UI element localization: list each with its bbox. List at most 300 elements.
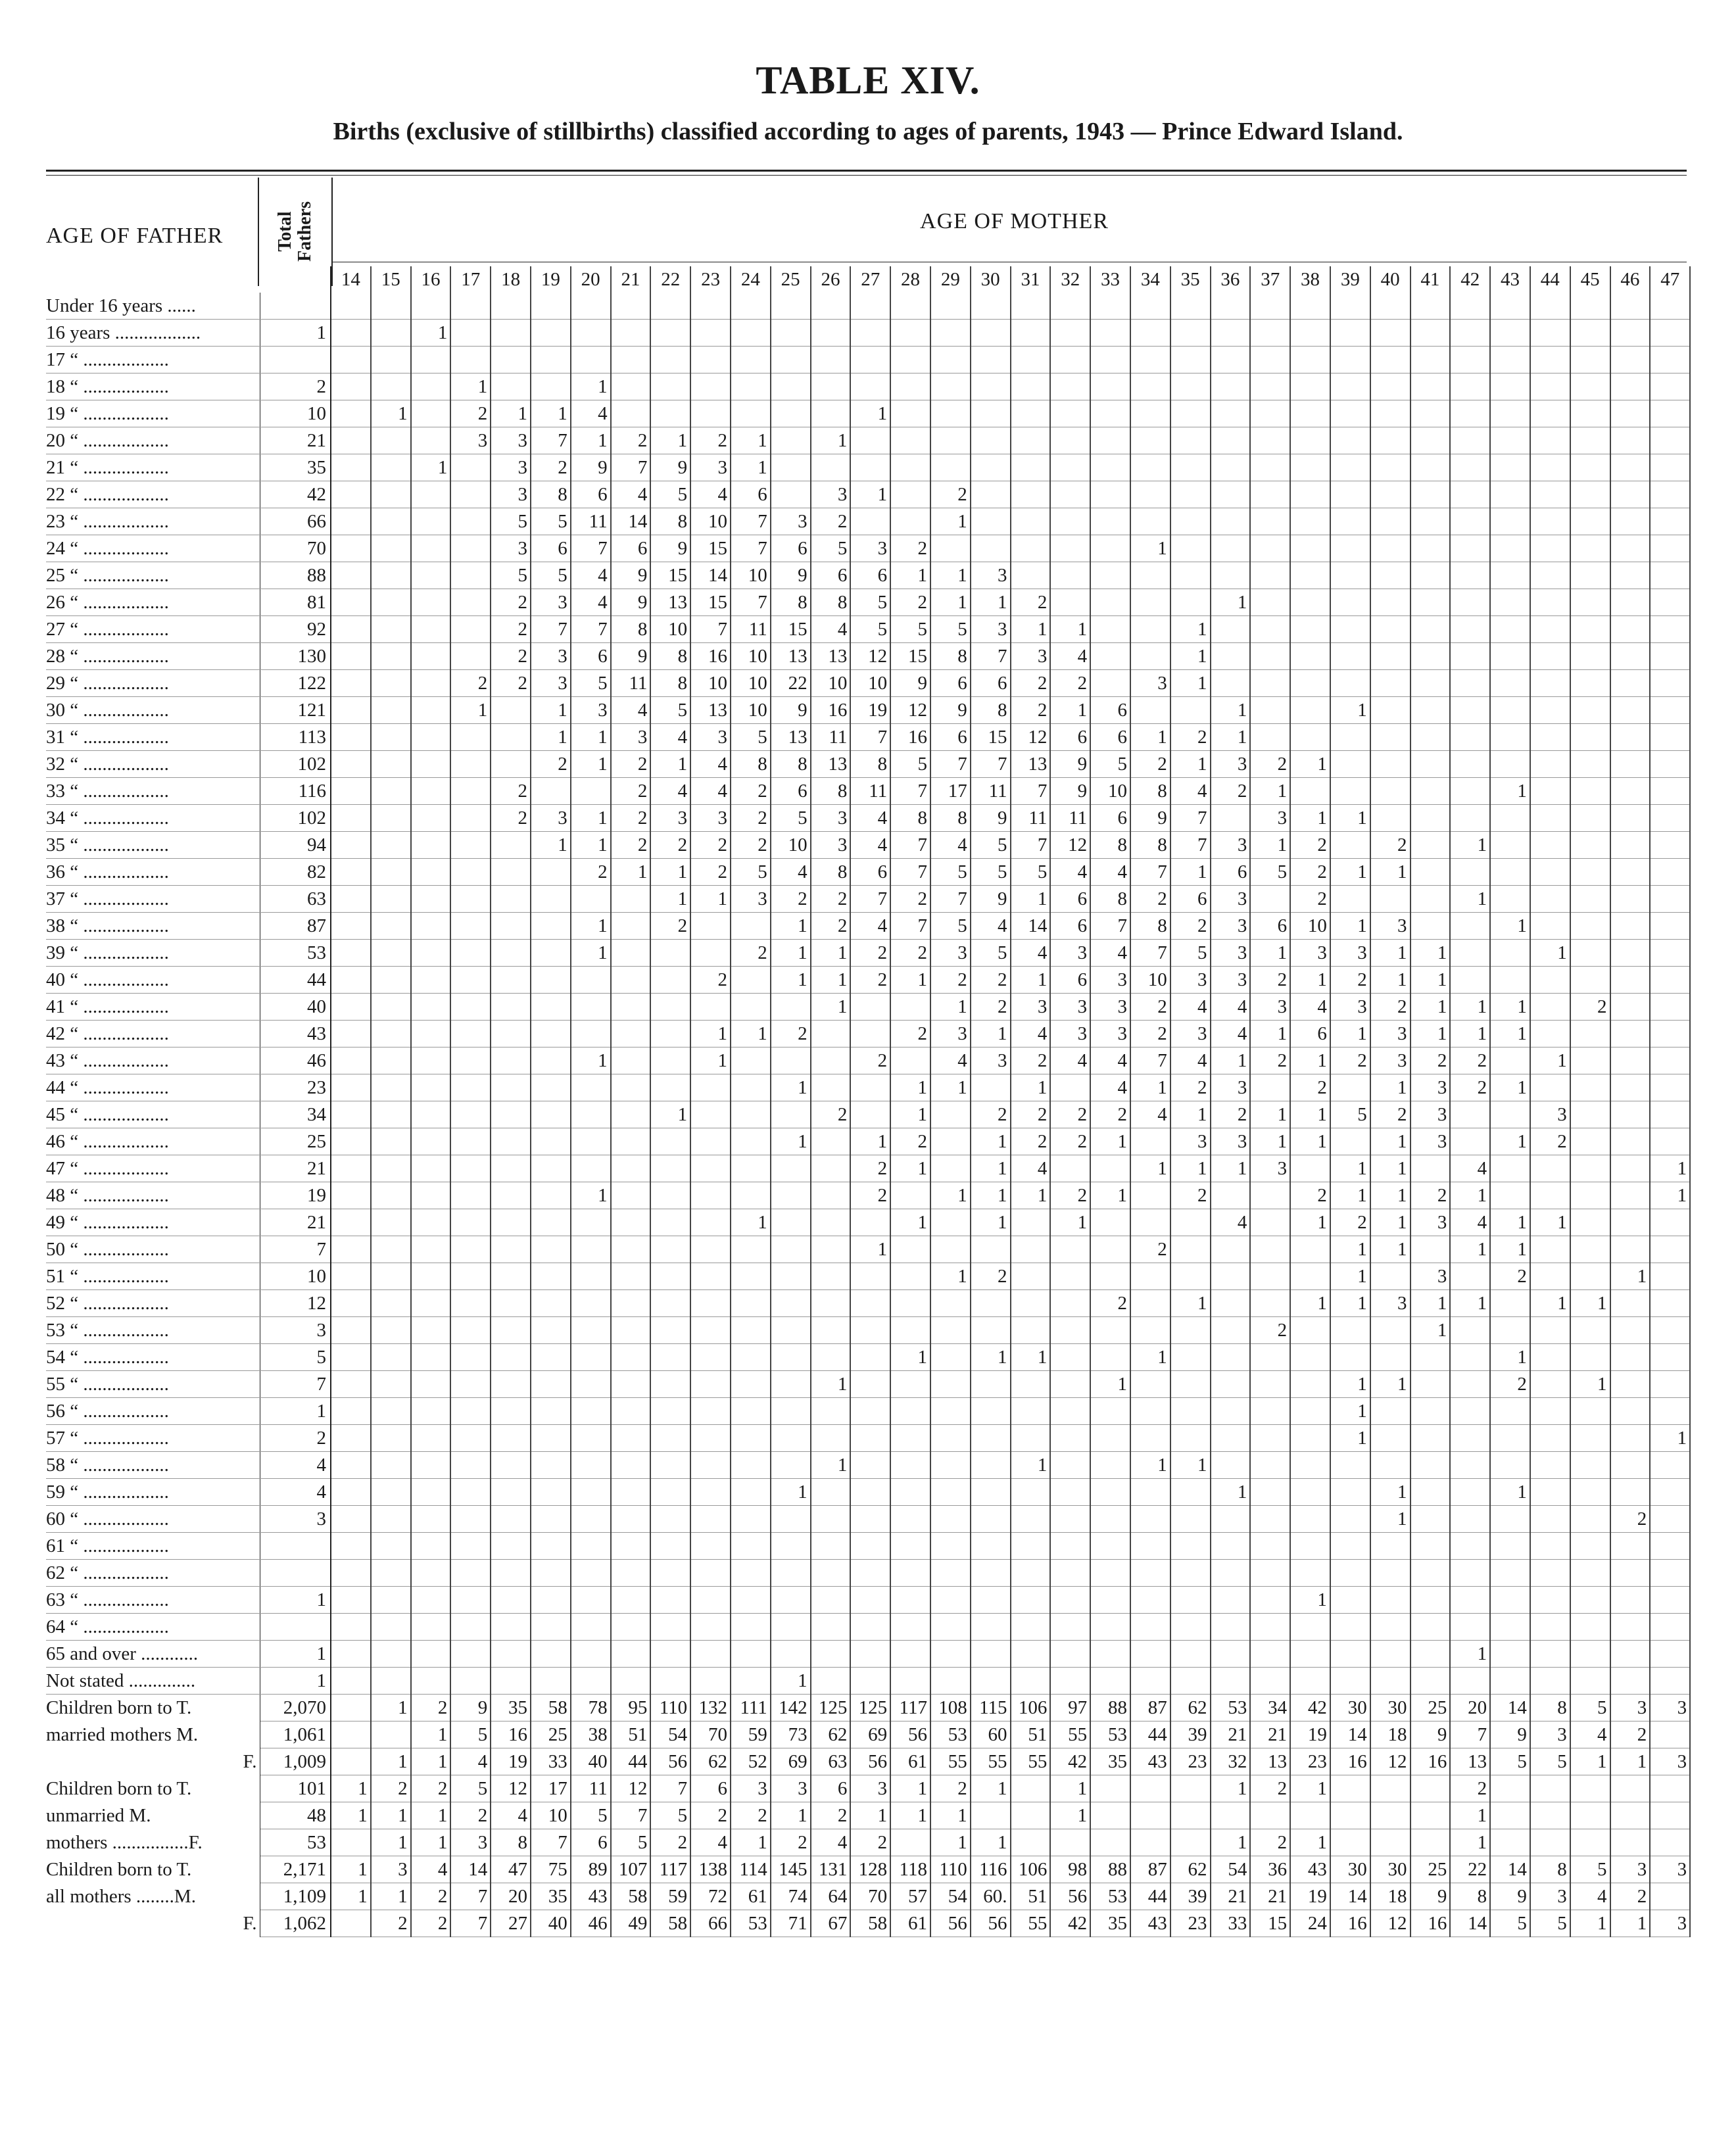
cell-mother-14: 1 [331, 1856, 371, 1883]
cell-mother-44 [1530, 751, 1570, 778]
row-label: 36 “ .................. [46, 861, 169, 882]
total-fathers-cell [260, 1560, 331, 1587]
row-label: 57 “ .................. [46, 1428, 169, 1449]
cell-mother-38 [1290, 400, 1330, 427]
cell-mother-43 [1490, 373, 1530, 400]
cell-mother-21: 9 [611, 562, 651, 589]
cell-mother-30: 8 [971, 697, 1011, 724]
cell-mother-32: 12 [1050, 832, 1090, 859]
cell-mother-18 [491, 1236, 531, 1263]
cell-mother-46 [1610, 481, 1651, 508]
cell-mother-47 [1650, 347, 1690, 373]
cell-mother-43: 1 [1490, 994, 1530, 1021]
summary-row [46, 1775, 1690, 1802]
cell-mother-15 [371, 1021, 411, 1047]
cell-mother-27: 6 [850, 562, 890, 589]
cell-mother-26: 16 [811, 697, 851, 724]
cell-mother-28: 15 [890, 643, 930, 670]
cell-mother-24 [731, 1047, 771, 1074]
cell-mother-25 [771, 1587, 811, 1614]
cell-mother-30: 2 [971, 1263, 1011, 1290]
cell-mother-26 [811, 1344, 851, 1371]
total-fathers-cell: 2,171 [260, 1856, 331, 1883]
cell-mother-35 [1170, 562, 1211, 589]
cell-mother-20 [571, 1101, 611, 1128]
row-label: 58 “ .................. [46, 1455, 169, 1476]
cell-mother-31 [1011, 1641, 1051, 1668]
cell-mother-47 [1650, 1344, 1690, 1371]
cell-mother-40: 1 [1370, 1128, 1410, 1155]
cell-mother-21: 2 [611, 778, 651, 805]
cell-mother-16 [411, 1371, 451, 1398]
cell-mother-29 [930, 293, 971, 320]
cell-mother-33: 2 [1090, 1290, 1130, 1317]
cell-mother-33: 1 [1090, 1371, 1130, 1398]
cell-mother-45: 5 [1570, 1695, 1610, 1722]
cell-mother-21 [611, 1533, 651, 1560]
cell-mother-33 [1090, 1668, 1130, 1695]
cell-mother-37 [1250, 1263, 1290, 1290]
cell-mother-24 [731, 1560, 771, 1587]
cell-mother-30: 5 [971, 940, 1011, 967]
cell-mother-33: 3 [1090, 967, 1130, 994]
cell-mother-42 [1450, 1452, 1490, 1479]
cell-mother-34: 8 [1130, 913, 1170, 940]
cell-mother-21: 2 [611, 751, 651, 778]
cell-mother-35 [1170, 1209, 1211, 1236]
cell-mother-25: 8 [771, 589, 811, 616]
cell-mother-39: 1 [1330, 913, 1370, 940]
cell-mother-18 [491, 1155, 531, 1182]
cell-mother-38: 1 [1290, 1775, 1330, 1802]
cell-mother-35 [1170, 535, 1211, 562]
total-fathers-cell: 1 [260, 1398, 331, 1425]
cell-mother-15 [371, 616, 411, 643]
cell-mother-32: 6 [1050, 886, 1090, 913]
cell-mother-29: 1 [930, 994, 971, 1021]
cell-mother-36: 32 [1211, 1748, 1251, 1775]
cell-mother-26: 1 [811, 940, 851, 967]
cell-mother-18 [491, 1560, 531, 1587]
cell-mother-41: 1 [1410, 1317, 1451, 1344]
cell-mother-47 [1650, 1128, 1690, 1155]
cell-mother-47 [1650, 1101, 1690, 1128]
cell-mother-25: 1 [771, 1668, 811, 1695]
cell-mother-14 [331, 859, 371, 886]
cell-mother-31: 1 [1011, 616, 1051, 643]
cell-mother-26 [811, 1506, 851, 1533]
cell-mother-27 [850, 994, 890, 1021]
cell-mother-26: 3 [811, 805, 851, 832]
cell-mother-21 [611, 347, 651, 373]
cell-mother-47 [1650, 1317, 1690, 1344]
cell-mother-16: 1 [411, 1722, 451, 1748]
cell-mother-30: 2 [971, 994, 1011, 1021]
father-age-row [46, 427, 1690, 454]
cell-mother-44 [1530, 697, 1570, 724]
cell-mother-17 [450, 1479, 491, 1506]
cell-mother-33 [1090, 643, 1130, 670]
cell-mother-14 [331, 886, 371, 913]
cell-mother-39 [1330, 1344, 1370, 1371]
cell-mother-33 [1090, 1479, 1130, 1506]
cell-mother-36 [1211, 347, 1251, 373]
cell-mother-25 [771, 293, 811, 320]
cell-mother-43: 1 [1490, 1236, 1530, 1263]
cell-mother-18 [491, 1506, 531, 1533]
cell-mother-39 [1330, 1668, 1370, 1695]
cell-mother-22: 1 [650, 859, 690, 886]
cell-mother-25: 69 [771, 1748, 811, 1775]
cell-mother-45 [1570, 1155, 1610, 1182]
cell-mother-39 [1330, 1829, 1370, 1856]
cell-mother-20 [571, 1344, 611, 1371]
cell-mother-39 [1330, 508, 1370, 535]
cell-mother-14 [331, 320, 371, 347]
cell-mother-28 [890, 293, 930, 320]
cell-mother-26 [811, 1398, 851, 1425]
cell-mother-33 [1090, 1802, 1130, 1829]
cell-mother-28: 2 [890, 589, 930, 616]
cell-mother-42 [1450, 670, 1490, 697]
cell-mother-44: 8 [1530, 1856, 1570, 1883]
cell-mother-16 [411, 1452, 451, 1479]
cell-mother-14 [331, 670, 371, 697]
cell-mother-20 [571, 1614, 611, 1641]
cell-mother-30 [971, 481, 1011, 508]
cell-mother-16 [411, 400, 451, 427]
cell-mother-26 [811, 1479, 851, 1506]
cell-mother-27: 1 [850, 481, 890, 508]
cell-mother-27: 7 [850, 886, 890, 913]
cell-mother-26: 13 [811, 751, 851, 778]
cell-mother-23 [690, 1290, 731, 1317]
cell-mother-29 [930, 454, 971, 481]
cell-mother-23 [690, 1317, 731, 1344]
cell-mother-28: 8 [890, 805, 930, 832]
total-fathers-cell: 113 [260, 724, 331, 751]
cell-mother-46 [1610, 778, 1651, 805]
cell-mother-42 [1450, 481, 1490, 508]
cell-mother-25: 13 [771, 643, 811, 670]
cell-mother-27 [850, 1398, 890, 1425]
cell-mother-17: 7 [450, 1883, 491, 1910]
total-fathers-cell: 2 [260, 1425, 331, 1452]
cell-mother-32: 1 [1050, 1802, 1090, 1829]
cell-mother-44 [1530, 967, 1570, 994]
cell-mother-47 [1650, 1775, 1690, 1802]
cell-mother-33: 10 [1090, 778, 1130, 805]
cell-mother-36: 2 [1211, 778, 1251, 805]
cell-mother-29: 1 [930, 1182, 971, 1209]
cell-mother-29 [930, 1560, 971, 1587]
cell-mother-37: 1 [1250, 1101, 1290, 1128]
cell-mother-27: 1 [850, 1128, 890, 1155]
total-fathers-cell: 2,070 [260, 1695, 331, 1722]
cell-mother-22: 1 [650, 1101, 690, 1128]
cell-mother-41 [1410, 1668, 1451, 1695]
row-label: 50 “ .................. [46, 1239, 169, 1260]
cell-mother-33: 8 [1090, 886, 1130, 913]
cell-mother-24 [731, 1533, 771, 1560]
cell-mother-23: 14 [690, 562, 731, 589]
cell-mother-15 [371, 508, 411, 535]
cell-mother-35: 5 [1170, 940, 1211, 967]
cell-mother-29: 3 [930, 1021, 971, 1047]
cell-mother-16 [411, 778, 451, 805]
cell-mother-14 [331, 1371, 371, 1398]
cell-mother-33: 8 [1090, 832, 1130, 859]
cell-mother-14 [331, 805, 371, 832]
cell-mother-21: 9 [611, 589, 651, 616]
cell-mother-15 [371, 994, 411, 1021]
cell-mother-37 [1250, 1587, 1290, 1614]
cell-mother-33 [1090, 1317, 1130, 1344]
cell-mother-29: 56 [930, 1910, 971, 1937]
cell-mother-19 [531, 1668, 571, 1695]
cell-mother-34 [1130, 697, 1170, 724]
cell-mother-24: 6 [731, 481, 771, 508]
cell-mother-38 [1290, 1344, 1330, 1371]
cell-mother-32: 9 [1050, 778, 1090, 805]
cell-mother-45 [1570, 697, 1610, 724]
cell-mother-28: 57 [890, 1883, 930, 1910]
cell-mother-45 [1570, 1128, 1610, 1155]
cell-mother-14 [331, 1425, 371, 1452]
cell-mother-14 [331, 1587, 371, 1614]
total-fathers-cell: 92 [260, 616, 331, 643]
cell-mother-44 [1530, 589, 1570, 616]
cell-mother-15 [371, 1236, 411, 1263]
births-table [46, 266, 1691, 1937]
cell-mother-18: 2 [491, 616, 531, 643]
cell-mother-25: 2 [771, 1829, 811, 1856]
cell-mother-34 [1130, 1209, 1170, 1236]
cell-mother-44 [1530, 616, 1570, 643]
cell-mother-33 [1090, 535, 1130, 562]
cell-mother-37 [1250, 1506, 1290, 1533]
summary-row [46, 1722, 1690, 1748]
cell-mother-46 [1610, 427, 1651, 454]
cell-mother-28: 2 [890, 1128, 930, 1155]
cell-mother-33 [1090, 1614, 1130, 1641]
cell-mother-38 [1290, 1371, 1330, 1398]
cell-mother-20: 1 [571, 1047, 611, 1074]
cell-mother-29 [930, 1236, 971, 1263]
cell-mother-30 [971, 1290, 1011, 1317]
cell-mother-40 [1370, 1398, 1410, 1425]
total-fathers-cell: 10 [260, 400, 331, 427]
cell-mother-40: 1 [1370, 940, 1410, 967]
cell-mother-33: 35 [1090, 1748, 1130, 1775]
cell-mother-38 [1290, 1317, 1330, 1344]
cell-mother-35: 1 [1170, 1101, 1211, 1128]
cell-mother-34: 2 [1130, 994, 1170, 1021]
cell-mother-36: 1 [1211, 1829, 1251, 1856]
cell-mother-44 [1530, 643, 1570, 670]
cell-mother-46 [1610, 1182, 1651, 1209]
cell-mother-44 [1530, 1155, 1570, 1182]
cell-mother-20 [571, 1425, 611, 1452]
cell-mother-21 [611, 994, 651, 1021]
cell-mother-16 [411, 805, 451, 832]
cell-mother-27 [850, 1074, 890, 1101]
cell-mother-25 [771, 1533, 811, 1560]
cell-mother-44 [1530, 1371, 1570, 1398]
cell-mother-27: 3 [850, 535, 890, 562]
cell-mother-21 [611, 1668, 651, 1695]
cell-mother-40: 1 [1370, 1479, 1410, 1506]
cell-mother-39: 5 [1330, 1101, 1370, 1128]
cell-mother-15 [371, 1452, 411, 1479]
cell-mother-18 [491, 1290, 531, 1317]
cell-mother-18 [491, 940, 531, 967]
cell-mother-15 [371, 643, 411, 670]
cell-mother-29: 1 [930, 562, 971, 589]
row-label: 39 “ .................. [46, 942, 169, 963]
cell-mother-21: 44 [611, 1748, 651, 1775]
mother-age-col-21: 21 [611, 266, 651, 293]
cell-mother-23 [690, 1533, 731, 1560]
cell-mother-41: 9 [1410, 1722, 1451, 1748]
cell-mother-27 [850, 1587, 890, 1614]
cell-mother-27 [850, 1290, 890, 1317]
cell-mother-46 [1610, 1425, 1651, 1452]
cell-mother-22: 10 [650, 616, 690, 643]
cell-mother-45 [1570, 1263, 1610, 1290]
cell-mother-22 [650, 1290, 690, 1317]
cell-mother-30 [971, 1398, 1011, 1425]
cell-mother-22: 2 [650, 1829, 690, 1856]
cell-mother-39 [1330, 643, 1370, 670]
cell-mother-17 [450, 1344, 491, 1371]
cell-mother-41 [1410, 859, 1451, 886]
cell-mother-40 [1370, 1829, 1410, 1856]
cell-mother-39 [1330, 724, 1370, 751]
cell-mother-34 [1130, 1371, 1170, 1398]
cell-mother-17 [450, 616, 491, 643]
cell-mother-37 [1250, 589, 1290, 616]
cell-mother-35 [1170, 589, 1211, 616]
cell-mother-41 [1410, 508, 1451, 535]
cell-mother-25: 10 [771, 832, 811, 859]
cell-mother-18 [491, 967, 531, 994]
cell-mother-22 [650, 1021, 690, 1047]
total-fathers-cell: 122 [260, 670, 331, 697]
cell-mother-23 [690, 913, 731, 940]
cell-mother-18 [491, 994, 531, 1021]
cell-mother-16 [411, 697, 451, 724]
cell-mother-36 [1211, 1506, 1251, 1533]
cell-mother-15 [371, 1182, 411, 1209]
total-fathers-cell: 43 [260, 1021, 331, 1047]
cell-mother-14 [331, 1479, 371, 1506]
cell-mother-23 [690, 1209, 731, 1236]
cell-mother-28: 117 [890, 1695, 930, 1722]
cell-mother-29 [930, 347, 971, 373]
father-age-row [46, 697, 1690, 724]
cell-mother-19 [531, 347, 571, 373]
cell-mother-19 [531, 859, 571, 886]
cell-mother-26 [811, 293, 851, 320]
cell-mother-29: 7 [930, 886, 971, 913]
cell-mother-17 [450, 589, 491, 616]
cell-mother-33 [1090, 1398, 1130, 1425]
row-label: 43 “ .................. [46, 1050, 169, 1071]
cell-mother-34 [1130, 616, 1170, 643]
cell-mother-23: 4 [690, 778, 731, 805]
cell-mother-24: 7 [731, 589, 771, 616]
cell-mother-30: 9 [971, 886, 1011, 913]
cell-mother-23 [690, 400, 731, 427]
cell-mother-36 [1211, 1317, 1251, 1344]
cell-mother-15 [371, 886, 411, 913]
cell-mother-36 [1211, 1452, 1251, 1479]
cell-mother-30 [971, 1802, 1011, 1829]
cell-mother-29: 8 [930, 643, 971, 670]
cell-mother-45 [1570, 1829, 1610, 1856]
cell-mother-30 [971, 1479, 1011, 1506]
total-fathers-cell [260, 347, 331, 373]
cell-mother-28 [890, 1614, 930, 1641]
cell-mother-41 [1410, 373, 1451, 400]
cell-mother-39: 2 [1330, 1047, 1370, 1074]
cell-mother-33 [1090, 1425, 1130, 1452]
father-age-row [46, 1209, 1690, 1236]
cell-mother-36: 1 [1211, 1155, 1251, 1182]
cell-mother-43 [1490, 1506, 1530, 1533]
cell-mother-27: 6 [850, 859, 890, 886]
row-label: Not stated .............. [46, 1670, 196, 1691]
cell-mother-19: 3 [531, 805, 571, 832]
cell-mother-30 [971, 1533, 1011, 1560]
cell-mother-44: 3 [1530, 1722, 1570, 1748]
cell-mother-42 [1450, 859, 1490, 886]
cell-mother-33 [1090, 400, 1130, 427]
cell-mother-33 [1090, 320, 1130, 347]
cell-mother-20 [571, 1641, 611, 1668]
cell-mother-23 [690, 1506, 731, 1533]
cell-mother-34: 1 [1130, 1074, 1170, 1101]
cell-mother-41 [1410, 1398, 1451, 1425]
cell-mother-34 [1130, 1506, 1170, 1533]
summary-row [46, 1883, 1690, 1910]
father-age-row [46, 1290, 1690, 1317]
cell-mother-28: 1 [890, 562, 930, 589]
cell-mother-46 [1610, 347, 1651, 373]
cell-mother-44 [1530, 724, 1570, 751]
cell-mother-18: 5 [491, 562, 531, 589]
father-age-row [46, 859, 1690, 886]
cell-mother-43 [1490, 751, 1530, 778]
cell-mother-35 [1170, 1775, 1211, 1802]
total-fathers-cell: 1 [260, 1668, 331, 1695]
row-label: 37 “ .................. [46, 888, 169, 909]
cell-mother-38: 1 [1290, 1829, 1330, 1856]
cell-mother-28 [890, 508, 930, 535]
cell-mother-20: 78 [571, 1695, 611, 1722]
cell-mother-34 [1130, 1560, 1170, 1587]
cell-mother-20: 6 [571, 643, 611, 670]
cell-mother-35 [1170, 1425, 1211, 1452]
cell-mother-30: 56 [971, 1910, 1011, 1937]
cell-mother-26: 67 [811, 1910, 851, 1937]
cell-mother-33 [1090, 293, 1130, 320]
cell-mother-25 [771, 1047, 811, 1074]
cell-mother-30: 5 [971, 832, 1011, 859]
cell-mother-37 [1250, 1344, 1290, 1371]
cell-mother-31: 55 [1011, 1910, 1051, 1937]
